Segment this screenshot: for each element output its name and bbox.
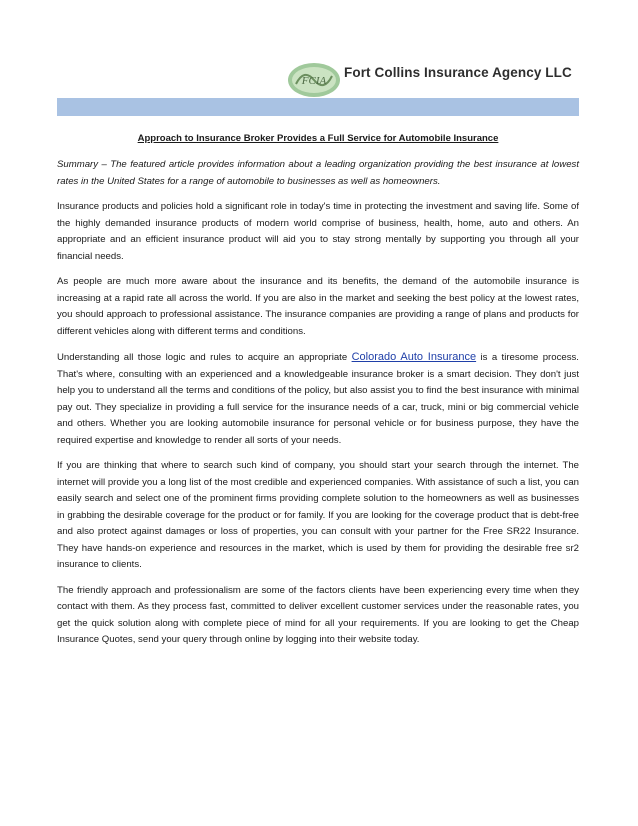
article-body (57, 132, 579, 658)
paragraph-2: As people are much more aware about the insurance and its benefits, the demand of the automobile insurance is increasing at a rapid rate all across the world. If you are also in the market and seeking the best policy at the lowest rates, you should approach to professional assistance. The insurance companies are providing a range of plans and products for different vehicles along with different terms and conditions. (57, 276, 579, 337)
logo-text: FCIA (301, 75, 327, 87)
paragraph-3-rest: is a tiresome process. That's where, consulting with an experienced and a knowledgeable insurance broker is a smart decision. They don't just help you to understand all the terms and conditions of the policy, but also assist you to find the best insurance with minimal pay out. They specialize in providing a full service for the insurance needs of a car, truck, mini or big commercial vehicle and others. Whether you are looking automobile insurance for personal vehicle or for business purpose, they have the required expertise and knowledge to render all sorts of your needs. (57, 352, 579, 446)
paragraph-3 (57, 349, 579, 449)
paragraph-1: Insurance products and policies hold a significant role in today's time in protecting the investment and saving life. Some of the highly demanded insurance products of modern world comprise of business, health, home, auto and others. An appropriate and an efficient insurance product will aid you to stay strong mentally by supporting you through all your financial needs. (57, 201, 579, 262)
article-summary: Summary – The featured article provides information about a leading organization providing the best insurance at lowest rates in the United States for a range of automobile to businesses as well as homeowners. (57, 159, 579, 187)
article-title: Approach to Insurance Broker Provides a Full Service for Automobile Insurance (137, 133, 499, 144)
agency-name: Fort Collins Insurance Agency LLC (344, 65, 572, 80)
agency-logo (286, 60, 346, 100)
paragraph-5: The friendly approach and professionalism are some of the factors clients have been experiencing every time when they contact with them. As they process fast, committed to deliver excellent customer services under the reasonable rates, you get the quick solution along with complete piece of mind for all your requirements. If you are looking to get the Cheap Insurance Quotes, send your query through online by logging into their website today. (57, 584, 579, 645)
paragraph-4: If you are thinking that where to search such kind of company, you should start your search through the internet. The internet will provide you a long list of the most credible and experienced companies. With assistance of such a list, you can easily search and select one of the prominent firms providing complete solution to the homeowners as well as businesses in grabbing the desirable coverage for the product or for family. If you are looking for the coverage product that is debt-free and also protect against damages or loss of properties, you can consult with your partner for the Free SR22 Insurance. They have hands-on experience and resources in the market, which is used by them for providing the desirable free sr2 insurance to clients. (57, 460, 579, 570)
colorado-auto-insurance-link[interactable]: Colorado Auto Insurance (351, 351, 477, 363)
logo-emblem-icon (286, 60, 346, 100)
paragraph-3-lead: Understanding all those logic and rules to acquire an appropriate (57, 352, 352, 363)
header-bar (57, 98, 579, 116)
